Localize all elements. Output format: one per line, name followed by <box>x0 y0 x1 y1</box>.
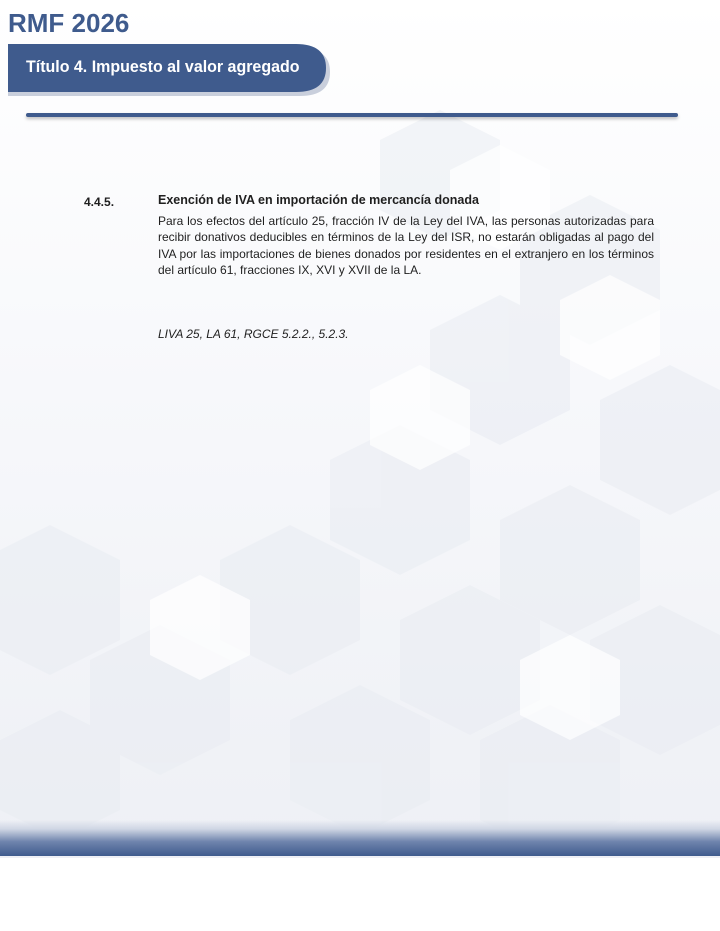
footer-band <box>0 820 720 856</box>
header-divider <box>26 113 678 117</box>
rule-heading: Exención de IVA en importación de mercancía donada <box>158 193 479 207</box>
section-title: Título 4. Impuesto al valor agregado <box>26 57 300 76</box>
brand-title: RMF 2026 <box>8 8 130 38</box>
rule-body: Para los efectos del artículo 25, fracción IV de la Ley del IVA, las personas autorizadas para recibir donativos deducibles en términos de la Ley del ISR, no estarán obligadas al pago del IVA por las importaciones de bienes donados por residentes en el extranjero en los términos del artículo 61, fracciones IX, XVI y XVII de la LA. <box>158 214 654 277</box>
rule-number: 4.4.5. <box>84 195 115 209</box>
rule-references: LIVA 25, LA 61, RGCE 5.2.2., 5.2.3. <box>158 327 349 341</box>
